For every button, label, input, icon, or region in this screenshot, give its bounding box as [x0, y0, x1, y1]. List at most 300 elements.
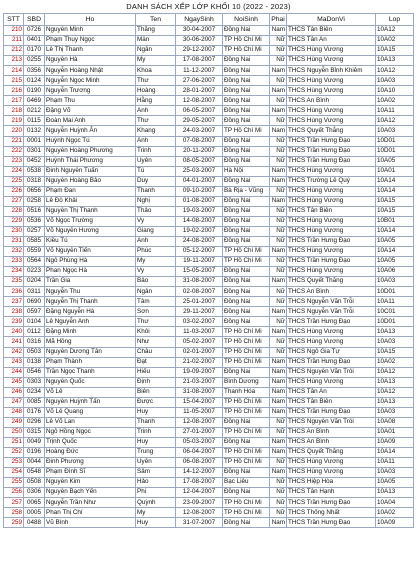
- cell-phai[interactable]: Nữ: [270, 206, 287, 216]
- cell-ngaysinh[interactable]: 12-08-2007: [176, 96, 223, 106]
- cell-phai[interactable]: Nữ: [270, 287, 287, 297]
- cell-madonvi[interactable]: THCS Nguyễn Văn Trỗi: [287, 417, 376, 427]
- cell-phai[interactable]: Nữ: [270, 317, 287, 327]
- cell-stt[interactable]: 238: [4, 307, 24, 317]
- cell-sbd[interactable]: 0315: [24, 427, 45, 437]
- cell-noisinh[interactable]: Đồng Nai: [223, 287, 270, 297]
- cell-ngaysinh[interactable]: 27-01-2007: [176, 427, 223, 437]
- cell-ten[interactable]: Trinh: [136, 146, 176, 156]
- cell-ngaysinh[interactable]: 25-01-2007: [176, 297, 223, 307]
- cell-madonvi[interactable]: THCS Trần Hưng Đạo: [287, 518, 376, 528]
- cell-lop[interactable]: 10B01: [376, 216, 414, 226]
- cell-stt[interactable]: 213: [4, 56, 24, 66]
- cell-ngaysinh[interactable]: 29-12-2007: [176, 46, 223, 56]
- cell-madonvi[interactable]: THCS Quyết Thắng: [287, 277, 376, 287]
- cell-sbd[interactable]: 0546: [24, 367, 45, 377]
- cell-sbd[interactable]: 0196: [24, 447, 45, 457]
- cell-ten[interactable]: Hiếu: [136, 367, 176, 377]
- cell-madonvi[interactable]: THCS Hùng Vương: [287, 337, 376, 347]
- cell-stt[interactable]: 224: [4, 166, 24, 176]
- cell-ho[interactable]: Trần Gia: [45, 277, 136, 287]
- cell-ngaysinh[interactable]: 27-06-2007: [176, 76, 223, 86]
- cell-ten[interactable]: Vy: [136, 267, 176, 277]
- cell-lop[interactable]: 10A11: [376, 106, 414, 116]
- cell-noisinh[interactable]: Đồng Nai: [223, 206, 270, 216]
- cell-lop[interactable]: 10A04: [376, 498, 414, 508]
- cell-stt[interactable]: 241: [4, 337, 24, 347]
- table-row[interactable]: [4, 488, 414, 498]
- cell-ten[interactable]: Thư: [136, 76, 176, 86]
- cell-phai[interactable]: Nữ: [270, 146, 287, 156]
- cell-phai[interactable]: Nữ: [270, 56, 287, 66]
- cell-lop[interactable]: 10A14: [376, 226, 414, 236]
- cell-ngaysinh[interactable]: 29-11-2007: [176, 307, 223, 317]
- cell-sbd[interactable]: 0223: [24, 267, 45, 277]
- cell-ten[interactable]: Thanh: [136, 417, 176, 427]
- cell-ngaysinh[interactable]: 28-01-2007: [176, 86, 223, 96]
- cell-ho[interactable]: Phạm Đình Sĩ: [45, 468, 136, 478]
- cell-ho[interactable]: Nguyễn Trần Như: [45, 498, 136, 508]
- table-row[interactable]: [4, 357, 414, 367]
- cell-ho[interactable]: Phạm Thành: [45, 357, 136, 367]
- table-row[interactable]: [4, 367, 414, 377]
- table-row[interactable]: [4, 156, 414, 166]
- cell-ten[interactable]: Thắng: [136, 26, 176, 36]
- cell-ho[interactable]: Nguyễn Thu: [45, 287, 136, 297]
- cell-noisinh[interactable]: TP Hồ Chí Mi: [223, 337, 270, 347]
- cell-lop[interactable]: 10A02: [376, 36, 414, 46]
- cell-ten[interactable]: Anh: [136, 236, 176, 246]
- cell-ten[interactable]: Duy: [136, 176, 176, 186]
- cell-stt[interactable]: 226: [4, 186, 24, 196]
- table-row[interactable]: [4, 56, 414, 66]
- cell-sbd[interactable]: 0585: [24, 236, 45, 246]
- cell-ho[interactable]: Nguyễn Kim: [45, 478, 136, 488]
- cell-stt[interactable]: 244: [4, 367, 24, 377]
- cell-stt[interactable]: 210: [4, 26, 24, 36]
- cell-ten[interactable]: Mẫn: [136, 36, 176, 46]
- cell-ten[interactable]: Nghị: [136, 196, 176, 206]
- cell-stt[interactable]: 248: [4, 407, 24, 417]
- cell-madonvi[interactable]: THCS Thống Nhất: [287, 508, 376, 518]
- cell-noisinh[interactable]: TP Hồ Chí Mi: [223, 126, 270, 136]
- cell-ten[interactable]: Thanh: [136, 186, 176, 196]
- cell-ngaysinh[interactable]: 04-01-2007: [176, 176, 223, 186]
- cell-noisinh[interactable]: TP Hồ Chí Mi: [223, 327, 270, 337]
- cell-phai[interactable]: Nữ: [270, 186, 287, 196]
- cell-noisinh[interactable]: TP Hồ Chí Mi: [223, 397, 270, 407]
- cell-lop[interactable]: 10A13: [376, 397, 414, 407]
- cell-sbd[interactable]: 0726: [24, 26, 45, 36]
- cell-madonvi[interactable]: THCS Hùng Vương: [287, 116, 376, 126]
- cell-noisinh[interactable]: Đồng Nai: [223, 66, 270, 76]
- cell-ho[interactable]: Lê Võ Lan: [45, 417, 136, 427]
- cell-noisinh[interactable]: TP Hồ Chí Mi: [223, 447, 270, 457]
- cell-lop[interactable]: 10A14: [376, 447, 414, 457]
- cell-noisinh[interactable]: TP Hồ Chí Mi: [223, 347, 270, 357]
- cell-stt[interactable]: 234: [4, 267, 24, 277]
- cell-madonvi[interactable]: THCS Hùng Vương: [287, 76, 376, 86]
- cell-sbd[interactable]: 0597: [24, 307, 45, 317]
- cell-lop[interactable]: 10A03: [376, 337, 414, 347]
- cell-sbd[interactable]: 0656: [24, 186, 45, 196]
- cell-ngaysinh[interactable]: 12-08-2007: [176, 508, 223, 518]
- cell-stt[interactable]: 214: [4, 66, 24, 76]
- cell-sbd[interactable]: 0503: [24, 347, 45, 357]
- cell-sbd[interactable]: 0316: [24, 337, 45, 347]
- cell-lop[interactable]: 10A03: [376, 76, 414, 86]
- cell-ho[interactable]: Đinh Phương: [45, 458, 136, 468]
- cell-sbd[interactable]: 0044: [24, 458, 45, 468]
- table-row[interactable]: [4, 236, 414, 246]
- cell-ngaysinh[interactable]: 19-03-2007: [176, 206, 223, 216]
- cell-noisinh[interactable]: Đồng Nai: [223, 86, 270, 96]
- table-row[interactable]: [4, 327, 414, 337]
- cell-ho[interactable]: Nguyễn Hoàng Bảo: [45, 176, 136, 186]
- cell-sbd[interactable]: 0124: [24, 76, 45, 86]
- cell-sbd[interactable]: 0516: [24, 206, 45, 216]
- cell-stt[interactable]: 257: [4, 498, 24, 508]
- cell-sbd[interactable]: 0132: [24, 126, 45, 136]
- cell-phai[interactable]: Nữ: [270, 417, 287, 427]
- cell-ho[interactable]: Võ Ngọc Trường: [45, 216, 136, 226]
- cell-sbd[interactable]: 0318: [24, 176, 45, 186]
- cell-noisinh[interactable]: Đồng Nai: [223, 56, 270, 66]
- cell-lop[interactable]: 10A13: [376, 56, 414, 66]
- cell-noisinh[interactable]: TP Hồ Chí Mi: [223, 427, 270, 437]
- cell-sbd[interactable]: 0255: [24, 56, 45, 66]
- cell-ten[interactable]: Anh: [136, 106, 176, 116]
- cell-noisinh[interactable]: Đồng Nai: [223, 136, 270, 146]
- cell-ngaysinh[interactable]: 03-02-2007: [176, 317, 223, 327]
- cell-madonvi[interactable]: THCS Nguyễn Văn Trỗi: [287, 297, 376, 307]
- table-row[interactable]: [4, 498, 414, 508]
- cell-phai[interactable]: Nam: [270, 447, 287, 457]
- cell-phai[interactable]: Nam: [270, 106, 287, 116]
- cell-ho[interactable]: Hoàng Đức: [45, 447, 136, 457]
- cell-lop[interactable]: 10A01: [376, 166, 414, 176]
- cell-ho[interactable]: Nguyễn Hoàng Nhật: [45, 66, 136, 76]
- cell-sbd[interactable]: 0301: [24, 146, 45, 156]
- cell-noisinh[interactable]: Đồng Nai: [223, 307, 270, 317]
- cell-madonvi[interactable]: THCS Hùng Vương: [287, 46, 376, 56]
- cell-sbd[interactable]: 0559: [24, 247, 45, 257]
- cell-ngaysinh[interactable]: 01-08-2007: [176, 196, 223, 206]
- cell-stt[interactable]: 218: [4, 106, 24, 116]
- table-row[interactable]: [4, 66, 414, 76]
- cell-sbd[interactable]: 0356: [24, 66, 45, 76]
- cell-ho[interactable]: Trịnh Quốc: [45, 437, 136, 447]
- cell-phai[interactable]: Nam: [270, 407, 287, 417]
- cell-sbd[interactable]: 0190: [24, 86, 45, 96]
- cell-ten[interactable]: Khôi: [136, 327, 176, 337]
- col-header-phai[interactable]: Phai: [270, 14, 287, 26]
- table-row[interactable]: [4, 317, 414, 327]
- cell-phai[interactable]: Nữ: [270, 156, 287, 166]
- cell-lop[interactable]: 10A15: [376, 347, 414, 357]
- cell-sbd[interactable]: 0536: [24, 216, 45, 226]
- cell-ngaysinh[interactable]: 05-12-2007: [176, 247, 223, 257]
- table-row[interactable]: [4, 26, 414, 36]
- cell-lop[interactable]: 10A15: [376, 46, 414, 56]
- cell-stt[interactable]: 222: [4, 146, 24, 156]
- cell-ngaysinh[interactable]: 24-08-2007: [176, 236, 223, 246]
- cell-ten[interactable]: Huy: [136, 407, 176, 417]
- cell-phai[interactable]: Nữ: [270, 257, 287, 267]
- cell-noisinh[interactable]: TP Hồ Chí Mi: [223, 247, 270, 257]
- cell-ten[interactable]: Biên: [136, 387, 176, 397]
- cell-madonvi[interactable]: THCS Trần Hưng Đạo: [287, 156, 376, 166]
- cell-ten[interactable]: Sâm: [136, 468, 176, 478]
- cell-lop[interactable]: 10A11: [376, 458, 414, 468]
- cell-ho[interactable]: Ngô Phùng Hà: [45, 257, 136, 267]
- col-header-noisinh[interactable]: NoiSinh: [223, 14, 270, 26]
- cell-ten[interactable]: Phúc: [136, 247, 176, 257]
- cell-ten[interactable]: Vy: [136, 216, 176, 226]
- table-row[interactable]: [4, 427, 414, 437]
- cell-ten[interactable]: My: [136, 508, 176, 518]
- cell-ngaysinh[interactable]: 17-08-2007: [176, 56, 223, 66]
- cell-stt[interactable]: 259: [4, 518, 24, 528]
- cell-ho[interactable]: Nguyễn Bạch Yến: [45, 488, 136, 498]
- table-row[interactable]: [4, 196, 414, 206]
- cell-phai[interactable]: Nam: [270, 397, 287, 407]
- cell-madonvi[interactable]: THCS Nguyễn Bỉnh Khiêm: [287, 66, 376, 76]
- cell-noisinh[interactable]: Hà Nội: [223, 166, 270, 176]
- cell-ten[interactable]: Định: [136, 377, 176, 387]
- cell-ten[interactable]: My: [136, 56, 176, 66]
- cell-noisinh[interactable]: TP Hồ Chí Mi: [223, 458, 270, 468]
- cell-ten[interactable]: Châu: [136, 347, 176, 357]
- table-row[interactable]: [4, 407, 414, 417]
- table-row[interactable]: [4, 297, 414, 307]
- cell-ten[interactable]: Anh: [136, 136, 176, 146]
- table-row[interactable]: [4, 46, 414, 56]
- cell-ho[interactable]: Mã Hồng: [45, 337, 136, 347]
- table-row[interactable]: [4, 377, 414, 387]
- cell-madonvi[interactable]: THCS Ngô Gia Tự: [287, 347, 376, 357]
- cell-noisinh[interactable]: Đồng Nai: [223, 488, 270, 498]
- cell-lop[interactable]: 10A01: [376, 427, 414, 437]
- cell-stt[interactable]: 211: [4, 36, 24, 46]
- table-row[interactable]: [4, 478, 414, 488]
- cell-noisinh[interactable]: Đồng Nai: [223, 267, 270, 277]
- cell-ten[interactable]: Uyên: [136, 458, 176, 468]
- cell-madonvi[interactable]: THCS Trần Hưng Đạo: [287, 498, 376, 508]
- cell-ngaysinh[interactable]: 29-05-2007: [176, 116, 223, 126]
- cell-madonvi[interactable]: THCS Nguyễn Văn Trỗi: [287, 367, 376, 377]
- cell-ngaysinh[interactable]: 09-10-2007: [176, 186, 223, 196]
- cell-stt[interactable]: 254: [4, 468, 24, 478]
- cell-phai[interactable]: Nữ: [270, 347, 287, 357]
- cell-madonvi[interactable]: THCS Tân Hạnh: [287, 488, 376, 498]
- table-row[interactable]: [4, 287, 414, 297]
- cell-phai[interactable]: Nữ: [270, 297, 287, 307]
- cell-ho[interactable]: Nguyễn Huỳnh Tấn: [45, 397, 136, 407]
- cell-ten[interactable]: Huy: [136, 437, 176, 447]
- cell-stt[interactable]: 258: [4, 508, 24, 518]
- cell-lop[interactable]: 10A12: [376, 26, 414, 36]
- cell-madonvi[interactable]: THCS An Bình: [287, 287, 376, 297]
- table-row[interactable]: [4, 166, 414, 176]
- cell-phai[interactable]: Nữ: [270, 226, 287, 236]
- cell-lop[interactable]: 10A14: [376, 247, 414, 257]
- cell-ten[interactable]: Trinh: [136, 427, 176, 437]
- col-header-ten[interactable]: Ten: [136, 14, 176, 26]
- cell-lop[interactable]: 10A09: [376, 437, 414, 447]
- cell-phai[interactable]: Nam: [270, 86, 287, 96]
- cell-phai[interactable]: Nữ: [270, 136, 287, 146]
- cell-sbd[interactable]: 0258: [24, 196, 45, 206]
- cell-noisinh[interactable]: Đồng Nai: [223, 297, 270, 307]
- cell-ngaysinh[interactable]: 14-12-2007: [176, 468, 223, 478]
- cell-lop[interactable]: 10A15: [376, 196, 414, 206]
- cell-ho[interactable]: Phạm Đan: [45, 186, 136, 196]
- cell-noisinh[interactable]: Đồng Nai: [223, 156, 270, 166]
- cell-stt[interactable]: 251: [4, 437, 24, 447]
- cell-ten[interactable]: Quỳnh: [136, 498, 176, 508]
- table-row[interactable]: [4, 116, 414, 126]
- table-row[interactable]: [4, 267, 414, 277]
- cell-madonvi[interactable]: THCS Quyết Thắng: [287, 447, 376, 457]
- cell-sbd[interactable]: 0303: [24, 377, 45, 387]
- cell-ho[interactable]: Đặng Nguyễn Hà: [45, 307, 136, 317]
- cell-phai[interactable]: Nam: [270, 327, 287, 337]
- cell-stt[interactable]: 228: [4, 206, 24, 216]
- cell-ho[interactable]: Nguyễn Ngọc Minh: [45, 76, 136, 86]
- cell-ten[interactable]: Uyên: [136, 156, 176, 166]
- cell-stt[interactable]: 235: [4, 277, 24, 287]
- cell-ngaysinh[interactable]: 02-08-2007: [176, 287, 223, 297]
- cell-stt[interactable]: 249: [4, 417, 24, 427]
- cell-ngaysinh[interactable]: 07-08-2007: [176, 136, 223, 146]
- table-row[interactable]: [4, 458, 414, 468]
- table-row[interactable]: [4, 468, 414, 478]
- cell-ngaysinh[interactable]: 12-08-2007: [176, 417, 223, 427]
- cell-noisinh[interactable]: Bình Dương: [223, 377, 270, 387]
- cell-stt[interactable]: 221: [4, 136, 24, 146]
- cell-madonvi[interactable]: THCS Trần Hưng Đạo: [287, 136, 376, 146]
- cell-madonvi[interactable]: THCS Hiệp Hòa: [287, 478, 376, 488]
- cell-ngaysinh[interactable]: 23-09-2007: [176, 498, 223, 508]
- cell-sbd[interactable]: 0401: [24, 36, 45, 46]
- cell-sbd[interactable]: 0548: [24, 468, 45, 478]
- cell-ngaysinh[interactable]: 30-04-2007: [176, 26, 223, 36]
- cell-ten[interactable]: Tú: [136, 166, 176, 176]
- cell-stt[interactable]: 212: [4, 46, 24, 56]
- cell-lop[interactable]: 10A11: [376, 297, 414, 307]
- cell-lop[interactable]: 10D01: [376, 146, 414, 156]
- cell-sbd[interactable]: 0212: [24, 106, 45, 116]
- cell-ngaysinh[interactable]: 11-12-2007: [176, 66, 223, 76]
- cell-ho[interactable]: Trần Ngọc Thanh: [45, 367, 136, 377]
- cell-sbd[interactable]: 0234: [24, 387, 45, 397]
- cell-ten[interactable]: Hảo: [136, 478, 176, 488]
- cell-ten[interactable]: Bảo: [136, 277, 176, 287]
- cell-noisinh[interactable]: Đồng Nai: [223, 468, 270, 478]
- cell-stt[interactable]: 239: [4, 317, 24, 327]
- cell-lop[interactable]: 10A12: [376, 367, 414, 377]
- cell-sbd[interactable]: 0296: [24, 417, 45, 427]
- cell-ten[interactable]: Thư: [136, 317, 176, 327]
- cell-ngaysinh[interactable]: 14-08-2007: [176, 216, 223, 226]
- cell-ngaysinh[interactable]: 05-03-2007: [176, 437, 223, 447]
- cell-phai[interactable]: Nữ: [270, 76, 287, 86]
- cell-sbd[interactable]: 0452: [24, 156, 45, 166]
- cell-phai[interactable]: Nam: [270, 176, 287, 186]
- cell-noisinh[interactable]: Đồng Nai: [223, 116, 270, 126]
- cell-ngaysinh[interactable]: 17-08-2007: [176, 478, 223, 488]
- cell-noisinh[interactable]: Đồng Nai: [223, 196, 270, 206]
- cell-madonvi[interactable]: THCS Trần Hưng Đạo: [287, 317, 376, 327]
- cell-ho[interactable]: Nguyễn Hoàng Phương: [45, 146, 136, 156]
- cell-ho[interactable]: Đoàn Mai Anh: [45, 116, 136, 126]
- cell-stt[interactable]: 240: [4, 327, 24, 337]
- cell-stt[interactable]: 220: [4, 126, 24, 136]
- cell-phai[interactable]: Nữ: [270, 36, 287, 46]
- cell-noisinh[interactable]: Đồng Nai: [223, 367, 270, 377]
- cell-ho[interactable]: Phạm Thu: [45, 96, 136, 106]
- cell-madonvi[interactable]: THCS Tân An: [287, 387, 376, 397]
- cell-sbd[interactable]: 0170: [24, 46, 45, 56]
- cell-phai[interactable]: Nam: [270, 166, 287, 176]
- table-row[interactable]: [4, 247, 414, 257]
- cell-lop[interactable]: 10A13: [376, 327, 414, 337]
- cell-sbd[interactable]: 0488: [24, 518, 45, 528]
- cell-ten[interactable]: My: [136, 257, 176, 267]
- cell-ho[interactable]: Nguyễn Quốc: [45, 377, 136, 387]
- cell-phai[interactable]: Nam: [270, 518, 287, 528]
- cell-lop[interactable]: 10D01: [376, 287, 414, 297]
- table-row[interactable]: [4, 518, 414, 528]
- cell-madonvi[interactable]: THCS Hùng Vương: [287, 106, 376, 116]
- cell-ngaysinh[interactable]: 21-02-2007: [176, 357, 223, 367]
- cell-stt[interactable]: 256: [4, 488, 24, 498]
- col-header-ho[interactable]: Ho: [45, 14, 136, 26]
- table-row[interactable]: [4, 437, 414, 447]
- cell-phai[interactable]: Nam: [270, 468, 287, 478]
- cell-lop[interactable]: 10A03: [376, 468, 414, 478]
- cell-sbd[interactable]: 0176: [24, 407, 45, 417]
- cell-sbd[interactable]: 0690: [24, 297, 45, 307]
- cell-sbd[interactable]: 0065: [24, 498, 45, 508]
- col-header-lop[interactable]: Lop: [376, 14, 414, 26]
- table-row[interactable]: [4, 347, 414, 357]
- cell-lop[interactable]: 10A03: [376, 126, 414, 136]
- cell-stt[interactable]: 253: [4, 458, 24, 468]
- cell-ten[interactable]: Huy: [136, 518, 176, 528]
- cell-ho[interactable]: Lê Đỗ Khải: [45, 196, 136, 206]
- cell-noisinh[interactable]: TP Hồ Chí Mi: [223, 257, 270, 267]
- cell-stt[interactable]: 227: [4, 196, 24, 206]
- cell-phai[interactable]: Nữ: [270, 508, 287, 518]
- cell-ten[interactable]: Trung: [136, 447, 176, 457]
- table-row[interactable]: [4, 307, 414, 317]
- col-header-madonvi[interactable]: MaDonVi: [287, 14, 376, 26]
- cell-madonvi[interactable]: THCS Hùng Vương: [287, 327, 376, 337]
- table-row[interactable]: [4, 36, 414, 46]
- table-row[interactable]: [4, 76, 414, 86]
- cell-sbd[interactable]: 0564: [24, 257, 45, 267]
- cell-stt[interactable]: 237: [4, 297, 24, 307]
- col-header-ngaysinh[interactable]: NgaySinh: [176, 14, 223, 26]
- cell-sbd[interactable]: 0085: [24, 397, 45, 407]
- table-row[interactable]: [4, 226, 414, 236]
- cell-sbd[interactable]: 0469: [24, 96, 45, 106]
- cell-noisinh[interactable]: Đồng Nai: [223, 317, 270, 327]
- cell-madonvi[interactable]: THCS Nguyễn Văn Trỗi: [287, 307, 376, 317]
- cell-lop[interactable]: 10A14: [376, 186, 414, 196]
